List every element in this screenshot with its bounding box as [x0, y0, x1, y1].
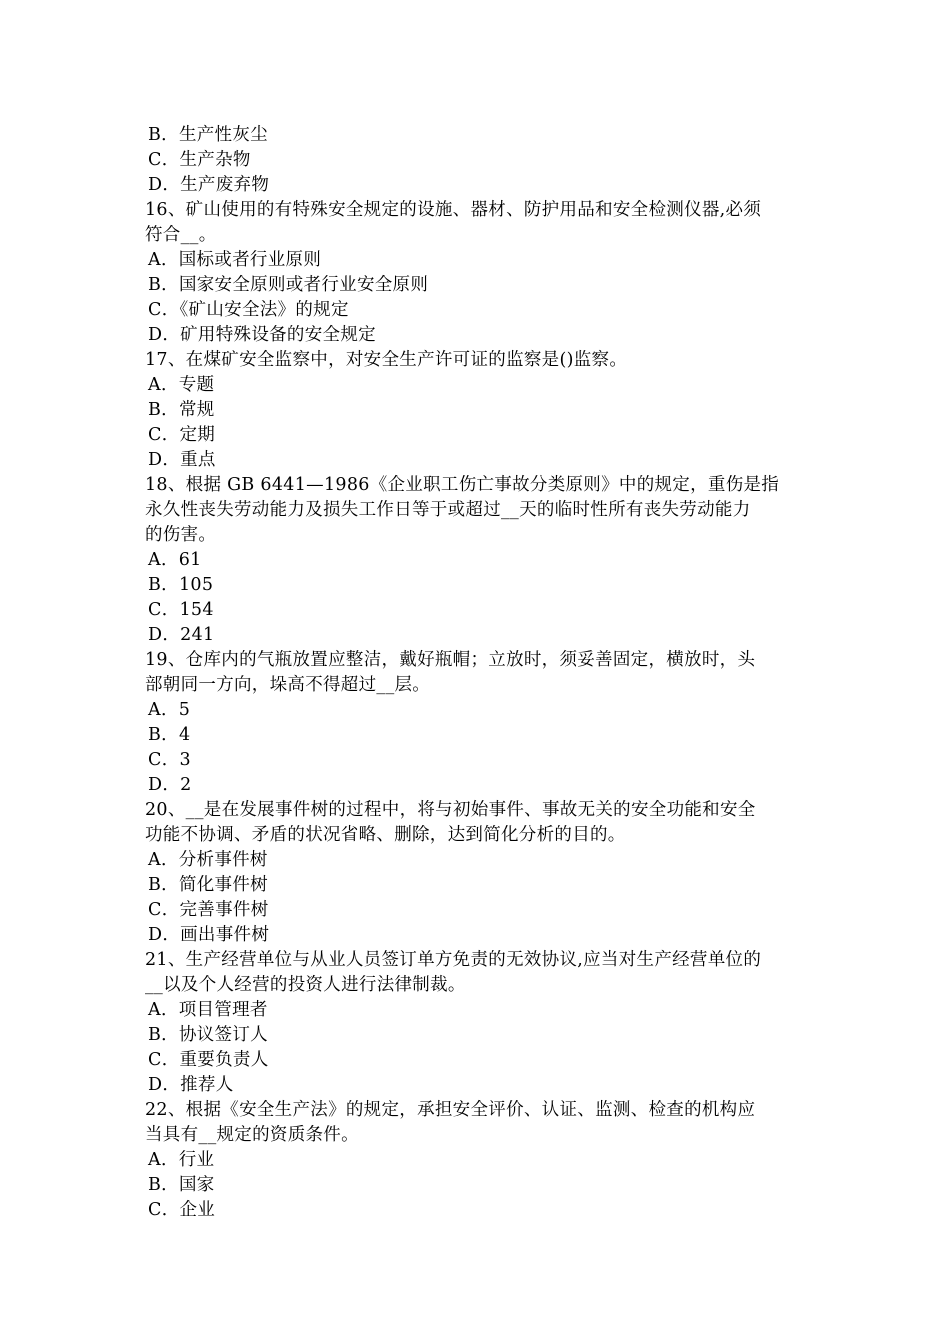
question-text-line: 20、__是在发展事件树的过程中，将与初始事件、事故无关的安全功能和安全	[145, 800, 756, 820]
answer-option: D．2	[148, 775, 192, 795]
answer-option: A．5	[148, 700, 191, 720]
question-text-line: 符合__。	[145, 225, 217, 245]
answer-option: A．行业	[148, 1150, 215, 1170]
question-text-line: 部朝同一方向，垛高不得超过__层。	[145, 675, 431, 695]
answer-option: A．项目管理者	[148, 1000, 268, 1020]
answer-option: D．生产废弃物	[148, 175, 270, 195]
question-text-line: 当具有__规定的资质条件。	[145, 1125, 359, 1145]
answer-option: C．《矿山安全法》的规定	[148, 300, 349, 320]
answer-option: D．241	[148, 625, 215, 645]
answer-option: C．完善事件树	[148, 900, 269, 920]
question-text-line: 永久性丧失劳动能力及损失工作日等于或超过__天的临时性所有丧失劳动能力	[145, 500, 751, 520]
answer-option: B．常规	[148, 400, 215, 420]
answer-option: C．154	[148, 600, 214, 620]
question-text-line: 的伤害。	[145, 525, 217, 545]
question-text-line: 22、根据《安全生产法》的规定，承担安全评价、认证、监测、检查的机构应	[145, 1100, 756, 1120]
question-text-line: 18、根据 GB 6441—1986《企业职工伤亡事故分类原则》中的规定，重伤是指	[145, 475, 780, 495]
answer-option: B．105	[148, 575, 214, 595]
question-text-line: 功能不协调、矛盾的状况省略、删除，达到简化分析的目的。	[145, 825, 626, 845]
answer-option: C．企业	[148, 1200, 216, 1220]
answer-option: C．生产杂物	[148, 150, 251, 170]
answer-option: B．生产性灰尘	[148, 125, 268, 145]
answer-option: A．61	[148, 550, 202, 570]
question-text-line: 16、矿山使用的有特殊安全规定的设施、器材、防护用品和安全检测仪器,必须	[145, 200, 762, 220]
answer-option: C．定期	[148, 425, 216, 445]
question-text-line: 17、在煤矿安全监察中，对安全生产许可证的监察是()监察。	[145, 350, 628, 370]
answer-option: D．推荐人	[148, 1075, 234, 1095]
question-text-line: __以及个人经营的投资人进行法律制裁。	[145, 975, 466, 995]
answer-option: D．矿用特殊设备的安全规定	[148, 325, 376, 345]
answer-option: A．分析事件树	[148, 850, 268, 870]
answer-option: C．3	[148, 750, 191, 770]
answer-option: D．重点	[148, 450, 216, 470]
answer-option: B．简化事件树	[148, 875, 268, 895]
answer-option: D．画出事件树	[148, 925, 270, 945]
answer-option: A．国标或者行业原则	[148, 250, 322, 270]
question-text-line: 19、仓库内的气瓶放置应整洁，戴好瓶帽；立放时，须妥善固定，横放时，头	[145, 650, 756, 670]
document-body	[145, 123, 810, 1223]
answer-option: B．4	[148, 725, 191, 745]
answer-option: B．协议签订人	[148, 1025, 268, 1045]
answer-option: A．专题	[148, 375, 215, 395]
answer-option: C．重要负责人	[148, 1050, 269, 1070]
answer-option: B．国家	[148, 1175, 215, 1195]
answer-option: B．国家安全原则或者行业安全原则	[148, 275, 429, 295]
question-text-line: 21、生产经营单位与从业人员签订单方免责的无效协议,应当对生产经营单位的	[145, 950, 762, 970]
